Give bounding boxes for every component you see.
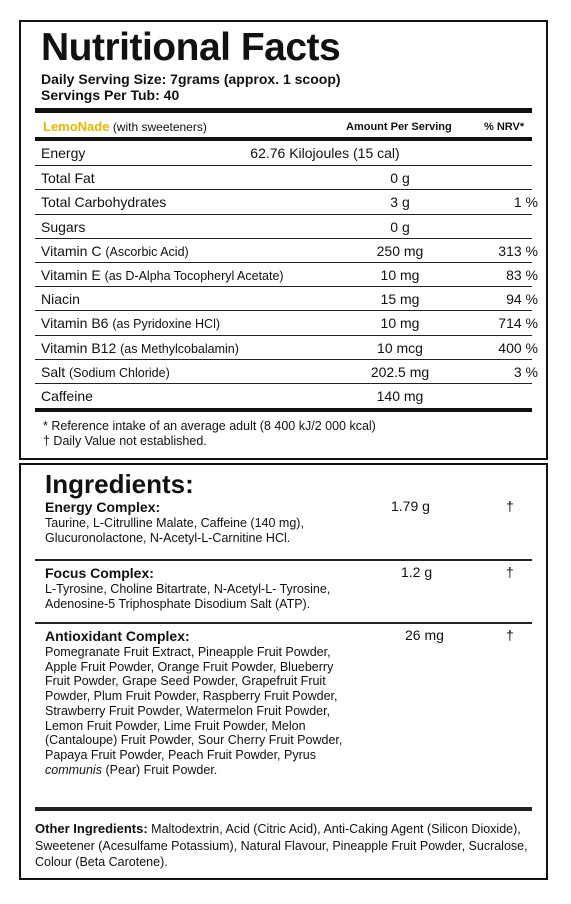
- nutrient-row: [35, 335, 538, 360]
- complex-amount: 1.2 g: [401, 564, 433, 580]
- nutrient-nrv: 714 %: [498, 315, 538, 332]
- nrv-column-header: % NRV*: [484, 121, 525, 133]
- antioxidant-complex: [45, 628, 525, 777]
- serving-size: Daily Serving Size: 7grams (approx. 1 scoop): [41, 71, 341, 87]
- complex-ingredient-line: Lemon Fruit Powder, Lime Fruit Powder, Melon: [45, 718, 306, 733]
- nutrient-nrv: 83 %: [506, 267, 538, 283]
- complex-ingredient-line: (Cantaloupe) Fruit Powder, Sour Cherry Fruit Powder,: [45, 733, 343, 748]
- nutrition-facts-panel: [19, 20, 548, 460]
- divider: [35, 622, 532, 624]
- nutrient-label: Total Fat: [41, 170, 95, 187]
- nutrient-amount: 202.5 mg: [370, 363, 430, 380]
- nutrient-label: Vitamin C: [41, 242, 102, 259]
- nutrient-name: [41, 388, 93, 404]
- nutrient-nrv: 313 %: [498, 242, 538, 259]
- nutrient-amount: 10 mg: [380, 315, 420, 332]
- nutrient-name: [41, 170, 95, 186]
- nutrient-amount: 10 mg: [380, 267, 420, 283]
- complex-ingredient-line: Powder, Plum Fruit Powder, Raspberry Fruit Powder,: [45, 689, 338, 704]
- nutrient-name: [41, 315, 220, 331]
- nutrient-detail: (as D-Alpha Tocopheryl Acetate): [104, 269, 284, 283]
- nutrient-name: [41, 145, 85, 161]
- nutrient-amount: 0 g: [390, 170, 410, 187]
- nutrient-nrv: 3 %: [513, 363, 538, 380]
- nutrient-amount: 3 g: [390, 194, 410, 211]
- nutrient-detail: (as Pyridoxine HCl): [112, 317, 221, 332]
- nutrient-name: [41, 340, 239, 356]
- nutrient-name: [41, 243, 189, 259]
- nutrient-row: [35, 286, 538, 311]
- nutrient-detail: (Ascorbic Acid): [105, 244, 189, 259]
- energy-complex: [45, 499, 525, 545]
- nutrient-nrv: 1 %: [513, 194, 538, 211]
- nutrient-detail: (Sodium Chloride): [69, 365, 170, 380]
- other-ingredients-label: Other Ingredients:: [35, 821, 148, 836]
- nutrient-label: Total Carbohydrates: [41, 194, 167, 211]
- complex-name: Energy Complex:: [45, 499, 161, 515]
- nutrient-amount: 250 mg: [376, 242, 424, 259]
- ingredients-panel: [19, 463, 548, 880]
- amount-column-header: Amount Per Serving: [346, 121, 452, 133]
- nutrient-label: Energy: [41, 145, 86, 161]
- complex-ingredient-line: Pomegranate Fruit Extract, Pineapple Fruit Powder,: [45, 645, 331, 659]
- other-ingredients: [35, 821, 532, 871]
- complex-ingredient-line: Glucuronolactone, N-Acetyl-L-Carnitine HCl.: [45, 530, 291, 545]
- divider: [35, 807, 532, 811]
- flavour-note: (with sweeteners): [112, 120, 207, 134]
- dagger-mark: †: [506, 564, 514, 580]
- nutrient-label: Caffeine: [41, 388, 93, 404]
- nutrient-row: [35, 165, 532, 190]
- nutrient-row: [35, 359, 538, 384]
- complex-ingredient-line: [45, 763, 525, 778]
- complex-ingredient-line: Taurine, L-Citrulline Malate, Caffeine (140 mg),: [45, 516, 304, 530]
- complex-ingredient-line: Papaya Fruit Powder, Peach Fruit Powder, Pyrus: [45, 747, 316, 762]
- nutrient-label: Vitamin E: [41, 267, 101, 283]
- divider: [35, 408, 532, 412]
- nutrient-amount: 10 mcg: [377, 339, 423, 356]
- flavour-header: [43, 119, 207, 135]
- reference-footnote: * Reference intake of an average adult (8 400 kJ/2 000 kcal): [43, 419, 376, 433]
- nutrient-amount: 140 mg: [376, 388, 424, 404]
- complex-amount: 1.79 g: [391, 498, 430, 514]
- nutrient-row: [35, 383, 532, 408]
- focus-complex: [45, 565, 525, 611]
- nutrient-amount: 62.76 Kilojoules (15 cal): [250, 145, 400, 161]
- nutrient-row: [35, 214, 532, 239]
- nutrient-row: [35, 310, 538, 335]
- complex-ingredient-line: Fruit Powder, Grape Seed Powder, Grapefruit Fruit: [45, 674, 326, 689]
- nutrient-name: [41, 219, 85, 235]
- servings-per-tub: Servings Per Tub: 40: [41, 87, 180, 103]
- divider: [35, 559, 532, 561]
- other-ingredients-text: Maltodextrin, Acid (Citric Acid), Anti-Caking Agent (Silicon Dioxide), Sweetener (Acesulfame Potassium), Natural Flavour, Pineapple Fruit Powder, Sucralose, Colour (Beta Carotene).: [35, 822, 528, 869]
- ingredients-title: Ingredients:: [45, 469, 194, 499]
- nutrient-row: [35, 189, 538, 214]
- italic-species-name: communis: [45, 762, 102, 777]
- nutrient-label: Sugars: [41, 218, 86, 235]
- nutrient-row: [35, 262, 538, 287]
- nutrient-label: Vitamin B6: [41, 315, 109, 332]
- complex-name: Antioxidant Complex:: [45, 628, 190, 644]
- nutrient-detail: (as Methylcobalamin): [120, 341, 239, 356]
- flavour-name: LemoNade: [43, 119, 110, 134]
- dagger-mark: †: [506, 498, 514, 514]
- complex-name: Focus Complex:: [45, 565, 154, 581]
- divider: [35, 108, 532, 113]
- complex-ingredient-line: Apple Fruit Powder, Orange Fruit Powder, Blueberry: [45, 659, 334, 674]
- nutrient-label: Vitamin B12: [41, 339, 117, 356]
- complex-amount: 26 mg: [405, 627, 444, 643]
- daily-value-footnote: † Daily Value not established.: [43, 434, 207, 448]
- nutrient-name: [41, 194, 166, 210]
- nutrient-name: [41, 364, 170, 380]
- page-title: Nutritional Facts: [41, 26, 341, 69]
- complex-ingredient-line-rest: (Pear) Fruit Powder.: [101, 762, 218, 777]
- nutrient-label: Salt: [41, 363, 66, 380]
- nutrient-name: [41, 267, 284, 283]
- nutrient-amount: 0 g: [390, 218, 410, 235]
- nutrient-nrv: 400 %: [498, 339, 538, 356]
- complex-ingredient-line: Adenosine-5 Triphosphate Disodium Salt (ATP).: [45, 596, 311, 611]
- nutrient-name: [41, 291, 80, 307]
- complex-ingredient-line: L-Tyrosine, Choline Bitartrate, N-Acetyl-L- Tyrosine,: [45, 582, 331, 596]
- nutrient-amount: 15 mg: [380, 291, 420, 308]
- nutrient-row: [35, 238, 538, 263]
- nutrient-label: Niacin: [41, 291, 80, 308]
- nutrient-nrv: 94 %: [506, 291, 538, 308]
- nutrient-row: [35, 141, 532, 165]
- complex-ingredient-line: Strawberry Fruit Powder, Watermelon Fruit Powder,: [45, 703, 331, 718]
- dagger-mark: †: [506, 627, 514, 643]
